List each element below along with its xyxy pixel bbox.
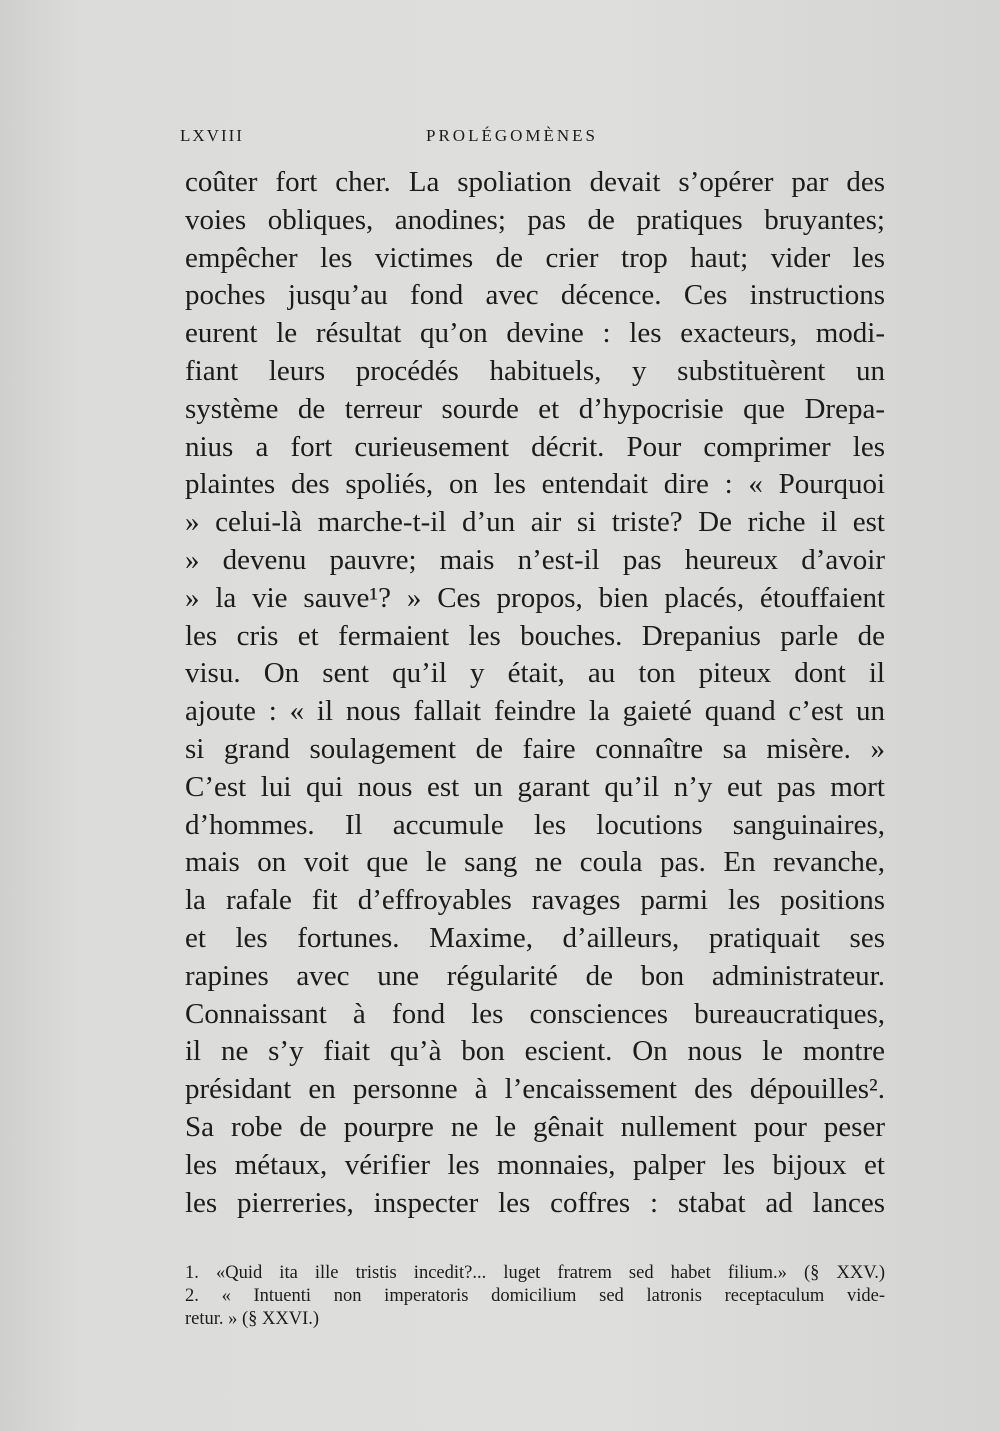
text-line: Connaissant à fond les consciences bureaucratiques, xyxy=(185,997,885,1030)
footnote: retur. » (§ XXVI.) xyxy=(185,1309,320,1329)
text-line: mais on voit que le sang ne coula pas. En revanche, xyxy=(185,846,885,879)
text-line: les pierreries, inspecter les coffres : stabat ad lances xyxy=(185,1186,885,1219)
text-line: la rafale fit d’effroyables ravages parmi les positions xyxy=(185,884,885,917)
text-line: ajoute : « il nous fallait feindre la gaieté quand c’est un xyxy=(185,695,885,728)
text-line: C’est lui qui nous est un garant qu’il n’y eut pas mort xyxy=(185,770,885,803)
text-line: les métaux, vérifier les monnaies, palper les bijoux et xyxy=(185,1148,885,1181)
footnote: 2. « Intuenti non imperatoris domicilium sed latronis receptaculum vide- xyxy=(185,1286,885,1306)
footnote: 1. «Quid ita ille tristis incedit?... luget fratrem sed habet filium.» (§ XXV.) xyxy=(185,1263,885,1283)
text-line: fiant leurs procédés habituels, y substituèrent un xyxy=(185,354,885,387)
text-line: système de terreur sourde et d’hypocrisie que Drepa- xyxy=(185,392,885,425)
text-line: nius a fort curieusement décrit. Pour comprimer les xyxy=(185,430,885,463)
page-number: LXVIII xyxy=(180,126,244,145)
text-line: d’hommes. Il accumule les locutions sanguinaires, xyxy=(185,808,885,841)
text-line: » celui-là marche-t-il d’un air si triste? De riche il est xyxy=(185,506,885,539)
text-line: les cris et fermaient les bouches. Drepanius parle de xyxy=(185,619,885,652)
text-line: eurent le résultat qu’on devine : les exacteurs, modi- xyxy=(185,317,885,350)
text-line: rapines avec une régularité de bon administrateur. xyxy=(185,959,885,992)
text-line: empêcher les victimes de crier trop haut; vider les xyxy=(185,241,885,274)
text-line: plaintes des spoliés, on les entendait dire : « Pourquoi xyxy=(185,468,885,501)
running-head xyxy=(180,126,880,156)
body-text xyxy=(185,164,885,1222)
running-title: PROLÉGOMÈNES xyxy=(426,126,599,145)
text-line: » devenu pauvre; mais n’est-il pas heureux d’avoir xyxy=(185,543,885,576)
text-line: si grand soulagement de faire connaître sa misère. » xyxy=(185,732,885,765)
footnotes xyxy=(185,1262,885,1331)
text-line: » la vie sauve¹? » Ces propos, bien placés, étouffaient xyxy=(185,581,885,614)
text-line: poches jusqu’au fond avec décence. Ces instructions xyxy=(185,279,885,312)
text-line: coûter fort cher. La spoliation devait s’opérer par des xyxy=(185,166,885,198)
text-line: visu. On sent qu’il y était, au ton piteux dont il xyxy=(185,657,885,690)
text-line: présidant en personne à l’encaissement des dépouilles². xyxy=(185,1073,885,1106)
text-line: voies obliques, anodines; pas de pratiques bruyantes; xyxy=(185,203,885,236)
text-line: et les fortunes. Maxime, d’ailleurs, pratiquait ses xyxy=(185,921,885,954)
text-line: Sa robe de pourpre ne le gênait nullement pour peser xyxy=(185,1110,885,1143)
text-line: il ne s’y fiait qu’à bon escient. On nous le montre xyxy=(185,1035,885,1068)
